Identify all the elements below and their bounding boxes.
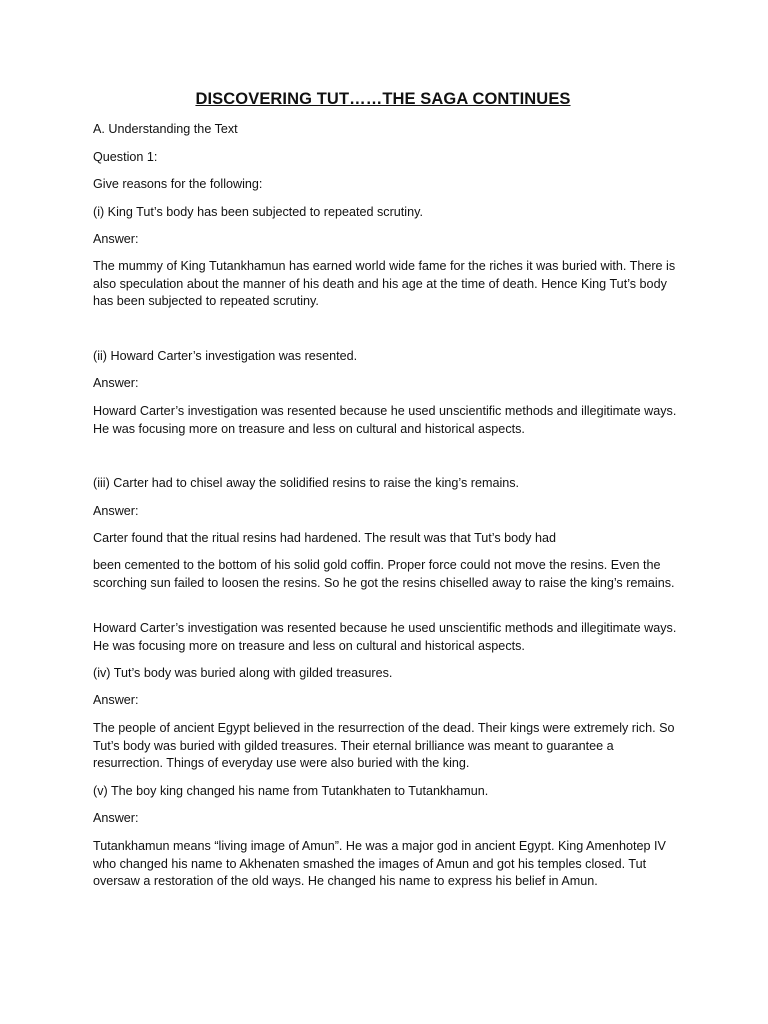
section-heading: A. Understanding the Text [93, 122, 238, 136]
question-v: (v) The boy king changed his name from Tutankhaten to Tutankhamun. [93, 784, 489, 798]
question-iii: (iii) Carter had to chisel away the solidified resins to raise the king’s remains. [93, 476, 520, 490]
answer-iv-paragraph: The people of ancient Egypt believed in the resurrection of the dead. Their kings were extremely rich. So Tut’s body was buried with gilded treasures. Their eternal brilliance was meant to guarantee a resurrection. Things of everyday use were also buried with the king. [93, 721, 675, 771]
answer-ii-paragraph: Howard Carter’s investigation was resented because he used unscientific methods and illegitimate ways. He was focusing more on treasure and less on cultural and historical aspects. [93, 404, 677, 436]
answer-iii-paragraph-3: Howard Carter’s investigation was resented because he used unscientific methods and illegitimate ways. He was focusing more on treasure and less on cultural and historical aspects. [93, 621, 677, 653]
question-i: (i) King Tut’s body has been subjected to repeated scrutiny. [93, 205, 423, 219]
answer-label-iii: Answer: [93, 504, 139, 518]
answer-v-paragraph: Tutankhamun means “living image of Amun”. He was a major god in ancient Egypt. King Amenhotep IV who changed his name to Akhenaten smashed the images of Amun and got his temples closed. Tut oversaw a restoration of the old ways. He changed his name to express his belief in Amun. [93, 839, 666, 889]
question-ii: (ii) Howard Carter’s investigation was resented. [93, 349, 358, 363]
question-iv: (iv) Tut’s body was buried along with gilded treasures. [93, 666, 393, 680]
answer-label-iv: Answer: [93, 693, 139, 707]
answer-iii-paragraph-1: Carter found that the ritual resins had hardened. The result was that Tut’s body had [93, 531, 556, 545]
answer-label-i: Answer: [93, 232, 139, 246]
instruction-text: Give reasons for the following: [93, 177, 263, 191]
question-label: Question 1: [93, 150, 158, 164]
answer-label-v: Answer: [93, 811, 139, 825]
answer-iii-paragraph-2: been cemented to the bottom of his solid gold coffin. Proper force could not move the resins. Even the scorching sun failed to loosen the resins. So he got the resins chiselled away to raise the king’s remains. [93, 558, 675, 590]
answer-i-paragraph: The mummy of King Tutankhamun has earned world wide fame for the riches it was buried with. There is also speculation about the manner of his death and his age at the time of death. Hence King Tut’s body has been subjected to repeated scrutiny. [93, 259, 676, 309]
answer-label-ii: Answer: [93, 376, 139, 390]
document-title: DISCOVERING TUT……THE SAGA CONTINUES [195, 90, 571, 108]
